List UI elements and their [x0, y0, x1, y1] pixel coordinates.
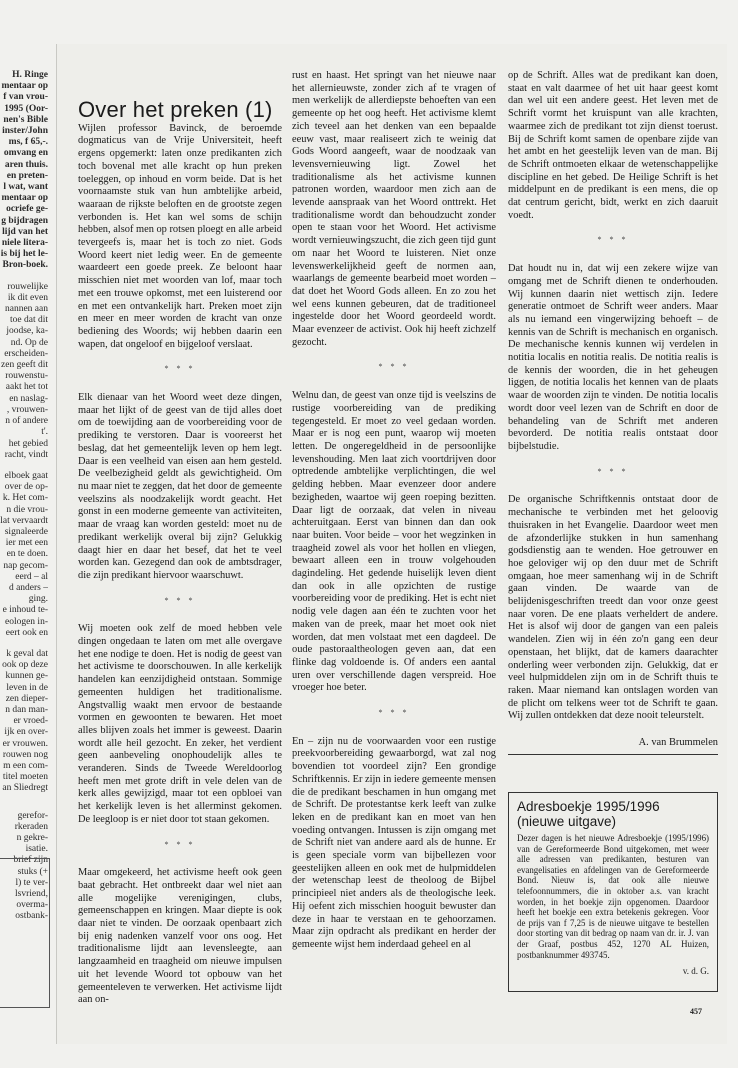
prev-page-line: k. Het com-: [2, 493, 48, 504]
prev-page-line: aren thuis.: [4, 159, 48, 170]
prev-page-line: H. Ringe: [12, 70, 48, 80]
paragraph: Maar omgekeerd, het activisme heeft ook geen baat gebracht. Het ontbreekt daar wel niet aan alle mogelijke verenigingen, clubs, gemeenschappen en kringen. Maar diepte is ook daar niet te vinden. De oorzaak openbaart zich bij enig nadenken vanzelf voor ons oog. Het traditionalisme lijdt aan levensleegte, aan langzaamheid en traagheid om nieuwe impulsen uit het levende Woord tot opbouw van het gemeenteleven te verwerken. Het activisme lijdt aan on-: [78, 867, 282, 1006]
previous-page-box: [0, 858, 50, 1008]
notice-body: Dezer dagen is het nieuwe Adresboekje (1995/1996) van de Gereformeerde Bond uitgekomen, met weer alle adressen van predikanten, besturen van evangelisaties en afdelingen van de Gereformeerde Bond. Nieuw is, dat ook alle nieuwe telefoonnummers, die in oktober a.s. van kracht worden, in het boekje zijn opgenomen. Daardoor heeft het boekje een extra betekenis gekregen. Voor de prijs van f 7,25 is de nieuwe uitgave te bestellen door storting van dit bedrag op naam van dr. ir. J. van der Graaf, postbus 452, 1270 AL Huizen, postbanknummer 493745.: [517, 833, 709, 960]
prev-page-line: nannen aan: [5, 304, 48, 315]
prev-page-line: lat vervaardt: [0, 515, 48, 526]
prev-page-line: zen geeft dit: [1, 360, 48, 371]
prev-page-line: an Sliedregt: [2, 783, 48, 794]
prev-page-line: ik dit even: [7, 292, 48, 303]
article-title: Over het preken (1): [78, 97, 273, 122]
prev-page-line: ook op deze: [2, 660, 48, 671]
section-separator: * * *: [597, 466, 629, 476]
prev-page-line: en te doen.: [6, 549, 48, 560]
prev-page-line: rkeraden: [14, 821, 48, 832]
prev-page-line: lsvriend,: [15, 889, 48, 900]
prev-page-line: ging.: [28, 594, 48, 605]
prev-page-line: eologen in-: [4, 616, 48, 627]
prev-page-line: n of andere: [5, 416, 48, 427]
page-number: 457: [690, 1007, 702, 1016]
prev-page-line: en preten-: [6, 170, 48, 181]
prev-page-line: t'.: [41, 427, 48, 438]
prev-page-line: omvang en: [3, 148, 48, 159]
article-column-3: [508, 70, 718, 755]
prev-low: [0, 471, 48, 639]
prev-page-line: eerd – al: [15, 571, 48, 582]
article-column-1: [78, 97, 282, 1019]
prev-low2: [0, 649, 48, 795]
section-separator: * * *: [378, 708, 410, 718]
prev-mid: [0, 282, 48, 461]
prev-page-line: rouwelijke: [7, 281, 48, 292]
prev-page-line: l) te ver-: [15, 877, 48, 888]
prev-page-line: f van vrou-: [3, 92, 48, 103]
prev-page-line: over de op-: [4, 482, 48, 493]
prev-page-line: l wat, want: [3, 182, 48, 193]
section-separator: * * *: [164, 595, 196, 605]
prev-page-line: en naslag-: [9, 393, 48, 404]
paragraph: op de Schrift. Alles wat de predikant kan doen, staat en valt daarmee of het uit haar geest komt dan wel uit een andere geest. Het leven met de Schrift vormt het kruispunt van alle krachten, waarmee zich de predikant tot zijn dienst toerust. Bij de Schrift komt samen de openbare zijde van het ambt en het geestelijk leven van de man. Bij de Schrift ontmoeten elkaar de wetenschappelijke discipline en het gebed. De Heilige Schrift is het middelpunt en de predikant is een mens, die op dat centrum gericht, bidt, werkt en zich daaruit voedt.: [508, 70, 718, 221]
section-separator: * * *: [597, 235, 629, 245]
prev-page-line: ostbank-: [15, 911, 48, 922]
prev-page-line: het gebied: [8, 438, 48, 449]
prev-page-line: er vroed-: [13, 716, 48, 727]
notice-box: [508, 792, 718, 992]
prev-page-line: eert ook en: [5, 627, 48, 638]
prev-page-line: n dan man-: [5, 704, 48, 715]
prev-page-line: rouwenstu-: [5, 371, 48, 382]
paragraph: De organische Schriftkennis ontstaat door de mechanische te verbinden met het geloovig thuisraken in het Evangelie. Daardoor weet men de afzonderlijke stukken in hun samenhang godsdienstig aan te wenden. Hoe getrouwer en hoe geloviger wij op den duur met de Schrift omgaan, hoe meer samenhang wij in de Schrift gaan vinden. De waarde van de belijdenisgeschriften treedt dan voor onze geest naar voren. De ene plaats verheldert de andere. Het is alsof wij door de gangen van een paleis wandelen. Zien wij in één zo'n gang een deur openstaan, het blijkt, dat de kamers daarachter onderling weer verbonden zijn. Gelukkig, dat er veel hulpmiddelen zijn om in de Schrift thuis te raken. Maar niemand kan ontslagen worden van de plicht om telkens weer tot de Schrift te gaan. Wij zullen ontdekken dat deze nooit teleurstelt.: [508, 494, 718, 722]
prev-page-line: er vrouwen.: [2, 738, 48, 749]
prev-page-line: is bij het le-: [0, 249, 48, 260]
prev-page-line: stuks (+: [17, 866, 48, 877]
prev-page-line: n die vrou-: [6, 504, 48, 515]
prev-page-line: Bron-boek.: [2, 260, 48, 271]
prev-page-line: elboek gaat: [4, 470, 48, 481]
prev-page-line: nen's Bible: [3, 114, 48, 125]
prev-page-line: leven in de: [6, 682, 48, 693]
prev-page-line: m een com-: [3, 760, 48, 771]
prev-page-line: overma-: [16, 900, 48, 911]
notice-title: Adresboekje 1995/1996 (nieuwe uitgave): [517, 799, 660, 829]
prev-page-line: ms, f 65,-.: [8, 137, 48, 148]
prev-page-line: lijd van het: [2, 226, 48, 237]
prev-page-line: rouwen nog: [2, 749, 48, 760]
prev-page-line: g bijdragen: [1, 215, 48, 226]
prev-top: [0, 70, 48, 272]
prev-page-line: ier met een: [5, 538, 48, 549]
prev-page-line: isatie.: [25, 844, 48, 855]
section-separator: * * *: [164, 364, 196, 374]
prev-page-line: mentaar op: [1, 81, 48, 92]
prev-page-line: kunnen ge-: [5, 671, 48, 682]
prev-page-line: joodse, ka-: [6, 326, 48, 337]
paragraph: En – zijn nu de voorwaarden voor een rustige preekvoorbereiding gewaarborgd, wat zal nog bovendien tot voordeel zijn? Een grondige Schriftkennis. Er zijn in iedere gemeente mensen die de predikant beschamen in hun omgang met de Schrift. De protestantse kerk leeft van zulke leken en de predikant kan en moet van hen voeding ontvangen. Intussen is zijn omgang met de Schrift niet van andere aard als de hunne. Er is geen speciale vorm van bijbellezen voor geestelijken alleen en ook met de hulpmiddelen der wetenschap leest de theoloog de Bijbel principieel niet anders als de theologische leek. Hij oefent zich misschien hooguit bewuster dan deze in haar te verstaan en te gehoorzamen. Maar zijn opdracht als predikant en herder der gemeente wijst hem inderdaad geheel en al: [292, 735, 496, 950]
prev-page-line: mentaar op: [1, 193, 48, 204]
notice-signature: v. d. G.: [682, 966, 709, 977]
prev-page-line: , vrouwen-: [6, 404, 48, 415]
paragraph: Wijlen professor Bavinck, de beroemde dogmaticus van de Vrije Universiteit, heeft ergens opgemerkt: laten onze predikanten zich toch bovenal met alle kracht op hun preken toeleggen, op inhoud en vorm beide. Dat is het voornaamste stuk van hun ambtelijke arbeid, waaraan de rijkste beloften en de grootste zegen verbonden is. Het kan wel soms de schijn hebben, alsof men op rotsen ploegt en alle arbeid tevergeefs is, maar het is toch zo niet. Gods Woord keert niet ledig weer. En de gemeente waardeert een goede preek. Ze beloont haar misschien niet met woorden van lof, maar toch met een trouwe opkomst, met een luisterend oor en met een ontvankelijk hart. Preken moet zijn en meer en meer worden de kracht van onze bediening des Woords; wij hebben daarin een wapen, dat ongeloof en bijgeloof verslaat.: [78, 122, 282, 350]
section-separator: * * *: [164, 839, 196, 849]
paragraph: Dat houdt nu in, dat wij een zekere wijze van omgang met de Schrift dienen te onderhouden. Wij kunnen daarin niet wettisch zijn. Iedere generatie ontmoet de Schrift weer anders. Maar als nu iemand een vingerwijzing behoeft – de kennis van de Schrift is mechanisch en organisch. De mechanische kennis kunnen wij verdelen in notitia localis en notitia realis. De notitia realis is de kennis der woorden, die in het geheugen liggen, de notitia localis het kennen van de plaats waar de woorden zijn te vinden. De notitia localis wordt door veel lezen van de Schrift en door de behandeling van de Schrift met anderen bevorderd. De notitia realis ontstaat door bijbelstudie.: [508, 263, 718, 452]
prev-page-line: ijk en over-: [4, 727, 48, 738]
prev-page-line: inster/John: [2, 126, 48, 137]
prev-page-line: 1995 (Oor-: [4, 103, 48, 114]
prev-page-line: nap gecom-: [3, 560, 48, 571]
prev-page-line: aakt het tot: [5, 382, 48, 393]
prev-page-line: niele litera-: [1, 238, 48, 249]
section-separator: * * *: [378, 362, 410, 372]
prev-page-line: titel moeten: [2, 772, 48, 783]
paragraph: Wij moeten ook zelf de moed hebben vele dingen ongedaan te laten om met alle overgave het ene nodige te doen. Het is nodig de geest van het activisme te doorschouwen. In alle kerkelijk handelen kan eenzijdigheid ontstaan. Sommige gemeenten huldigen het traditionalisme. Angstvallig waakt men ervoor de bestaande vormen en gewoonten te bewaren. Het moet alles blijven zoals het immer is geweest. Daarin wordt alle heil gezocht. En zeker, het verdient geen aanbeveling onophoudelijk alles te veranderen. Sinds de Tweede Wereldoorlog heeft men met grote drift in vele delen van de kerk alles gewijzigd, maar tot een opbloei van het kerkelijk leven is het allerminst gekomen. De leegloop is er niet door tot staan gekomen.: [78, 623, 282, 825]
paragraph: rust en haast. Het springt van het nieuwe naar het allernieuwste, zonder zich af te vragen of men werkelijk de allerdiepste behoeften van een gemeente op het oog heeft. Het activisme klemt zich teveel aan het denken van een bepaalde eeuw vast, maar realiseert zich te weinig dat Gods Woord aangeeft, waar de noodzaak van levensvernieuwing ligt. Zowel het traditionalisme als het activisme kunnen patronen worden, waardoor men zich aan de levende aanspraak van het Woord onttrekt. Het traditionalisme wordt dan behoudzucht zonder open te staan voor het Woord. Het activisme wordt vernieuwingszucht, die zich geen tijd gunt om naar het Woord te luisteren. Niet onze levenswerkelijkheid geeft de normen aan, waarlangs de gemeente bearbeid moet worden – dat doet het Woord Gods alleen. En zo zou het wel eens kunnen gebeuren, dat de traditioneel ingestelde door het Woord geordeeld wordt. Maar evenzeer de activist. Ook hij heeft zichzelf gezocht.: [292, 70, 496, 348]
author-signature: A. van Brummelen: [508, 737, 718, 755]
article-column-2: [292, 70, 496, 964]
paragraph: Elk dienaar van het Woord weet deze dingen, maar het lijkt of de geest van de tijd alles doet om de toewijding aan de voorbereiding voor de prediking te verstoren. Daar is vooreerst het beslag, dat het gemeentelijk leven op hem legt. Daar is een veelheid van eisen aan hem gesteld. De veelbezigheid geldt als gewichtigheid. Om nu maar niet te zeggen, dat het door de gemeente veelszins als noodzakelijk wordt geacht. Het gonst in een moderne gemeente van activiteiten, maar de vraag kan worden gesteld: moet nu de predikant werkelijk overal bij zijn? Gelukkig daagt hier en daar het besef, dat het te veel worden kan. Gezegend dan ook de ambtsdrager, die zijn predikant hiervoor waarschuwt.: [78, 392, 282, 581]
prev-page-line: nd. Op de: [10, 337, 48, 348]
prev-page-line: brief zijn: [13, 855, 48, 866]
prev-page-line: k geval dat: [6, 648, 48, 659]
prev-page-line: toe dat dit: [10, 315, 48, 326]
prev-page-line: n gekre-: [16, 833, 48, 843]
paragraph: Welnu dan, de geest van onze tijd is veelszins de rustige voorbereiding van de prediking tegengesteld. Er moet zo veel gedaan worden. Maar er is nog een punt, waarop wij moeten letten. De ongeregeldheid in de persoonlijke levenshouding. Men laat zich voortdrijven door optredende ambtelijke verplichtingen, die wel gelding hebben. Maar evenzeer door andere bezigheden, waartoe wij geen roeping bezitten. Daar ligt de oorzaak, dat velen in niveau achteruitgaan. Eerst van binnen dan dan ook naar buiten. Voor beide – voor het wegzinken in traagheid zowel als voor het hollen en vliegen, bewaart alleen een in trouw volgehouden dagindeling. Het gedende huiselijk leven dient dan ook in alle opzichten de rustige voorbereiding voor de prediking. Het is echt niet nodig vele dagen aan één te zuchten voor het maken van de preek, maar het moet ook niet worden, dat men volstaat met een dagdeel. De oude pastoraaltheologen geven aan, dat een flinke dag voldoende is. Of anders een aantal uren over verschillende dagen verspreid. Hoe vroeger hoe beter.: [292, 390, 496, 694]
prev-page-line: signaleerde: [4, 526, 48, 537]
prev-page-line: gerefor-: [17, 810, 48, 821]
prev-page-line: racht, vindt: [4, 449, 48, 460]
prev-page-line: e inhoud te-: [2, 605, 48, 616]
prev-page-line: zen dieper-: [5, 693, 48, 704]
prev-page-line: ocriefe ge-: [6, 204, 48, 215]
prev-page-line: d anders –: [8, 582, 48, 593]
prev-page-line: erscheiden-: [4, 348, 48, 359]
